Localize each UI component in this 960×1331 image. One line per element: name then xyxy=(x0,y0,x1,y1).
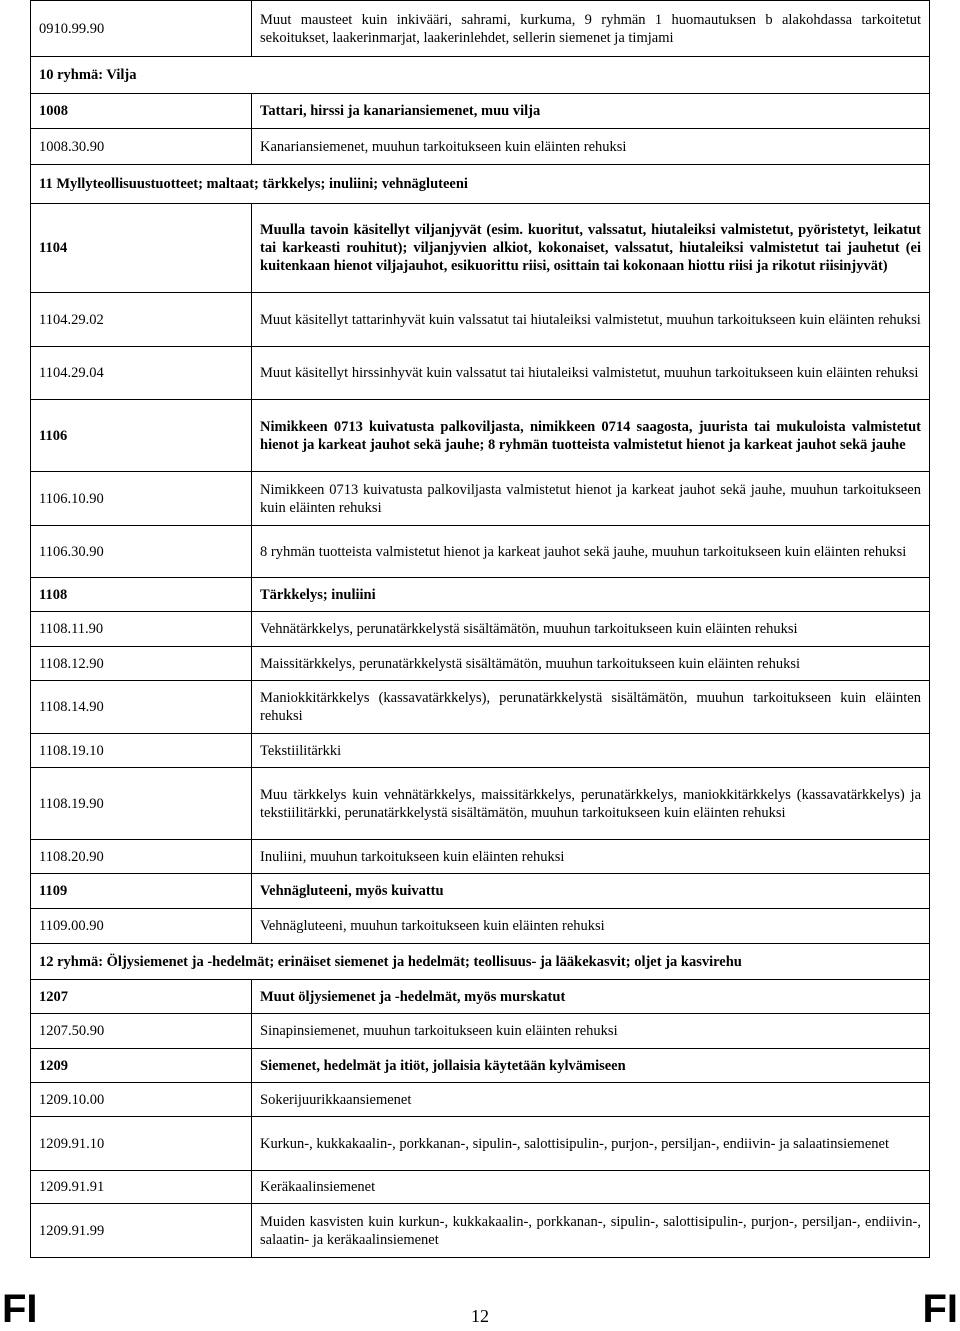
tariff-code: 1008.30.90 xyxy=(31,129,252,165)
tariff-description: Muut käsitellyt hirssinhyvät kuin valssatut tai hiutaleiksi valmistetut, muuhun tarkoitukseen kuin eläinten rehuksi xyxy=(252,347,930,400)
tariff-description: Tattari, hirssi ja kanariansiemenet, muu vilja xyxy=(252,94,930,129)
tariff-description: Tärkkelys; inuliini xyxy=(252,578,930,612)
tariff-description: Vehnätärkkelys, perunatärkkelystä sisältämätön, muuhun tarkoitukseen kuin eläinten rehuksi xyxy=(252,612,930,647)
group-heading: 12 ryhmä: Öljysiemenet ja -hedelmät; erinäiset siemenet ja hedelmät; teollisuus- ja lääkekasvit; oljet ja kasvirehu xyxy=(31,944,930,980)
table-row xyxy=(31,612,930,647)
tariff-description: Muut mausteet kuin inkivääri, sahrami, kurkuma, 9 ryhmän 1 huomautuksen b alakohdassa tarkoitetut sekoitukset, laakerinmarjat, laakerinlehdet, sellerin siemenet ja timjami xyxy=(252,1,930,57)
table-row xyxy=(31,347,930,400)
table-row xyxy=(31,874,930,909)
tariff-code: 1106 xyxy=(31,400,252,472)
table-row xyxy=(31,1,930,57)
table-row xyxy=(31,909,930,944)
tariff-code: 1106.10.90 xyxy=(31,472,252,526)
tariff-description: Sokerijuurikkaansiemenet xyxy=(252,1083,930,1117)
table-row xyxy=(31,681,930,734)
tariff-code: 1104.29.02 xyxy=(31,293,252,347)
table-row xyxy=(31,526,930,578)
tariff-code: 1108.11.90 xyxy=(31,612,252,647)
table-row xyxy=(31,1171,930,1204)
tariff-description: Inuliini, muuhun tarkoitukseen kuin eläinten rehuksi xyxy=(252,840,930,874)
tariff-code: 1109.00.90 xyxy=(31,909,252,944)
table-row xyxy=(31,980,930,1014)
tariff-code: 1108.14.90 xyxy=(31,681,252,734)
table-row xyxy=(31,129,930,165)
table-row xyxy=(31,1117,930,1171)
tariff-description: Muut öljysiemenet ja -hedelmät, myös murskatut xyxy=(252,980,930,1014)
tariff-description: Maniokkitärkkelys (kassavatärkkelys), perunatärkkelystä sisältämätön, muuhun tarkoitukseen kuin eläinten rehuksi xyxy=(252,681,930,734)
tariff-description: Keräkaalinsiemenet xyxy=(252,1171,930,1204)
tariff-code-table xyxy=(30,0,930,1258)
tariff-code: 1008 xyxy=(31,94,252,129)
tariff-description: Muut käsitellyt tattarinhyvät kuin valssatut tai hiutaleiksi valmistetut, muuhun tarkoitukseen kuin eläinten rehuksi xyxy=(252,293,930,347)
page-number: 12 xyxy=(471,1306,489,1326)
tariff-code: 1207.50.90 xyxy=(31,1014,252,1049)
table-row xyxy=(31,768,930,840)
tariff-description: Vehnägluteeni, muuhun tarkoitukseen kuin eläinten rehuksi xyxy=(252,909,930,944)
tariff-code: 1106.30.90 xyxy=(31,526,252,578)
table-row xyxy=(31,1083,930,1117)
tariff-description: 8 ryhmän tuotteista valmistetut hienot ja karkeat jauhot sekä jauhe, muuhun tarkoitukseen kuin eläinten rehuksi xyxy=(252,526,930,578)
tariff-description: Sinapinsiemenet, muuhun tarkoitukseen kuin eläinten rehuksi xyxy=(252,1014,930,1049)
table-row xyxy=(31,578,930,612)
table-row xyxy=(31,1204,930,1258)
tariff-description: Nimikkeen 0713 kuivatusta palkoviljasta, nimikkeen 0714 saagosta, juurista tai mukuloista valmistetut hienot ja karkeat jauhot sekä jauhe; 8 ryhmän tuotteista valmistetut hienot ja karkeat jauhot sekä jauhe xyxy=(252,400,930,472)
tariff-code: 1108.19.90 xyxy=(31,768,252,840)
tariff-code: 1108 xyxy=(31,578,252,612)
table-row xyxy=(31,1049,930,1083)
tariff-description: Muu tärkkelys kuin vehnätärkkelys, maissitärkkelys, perunatärkkelys, maniokkitärkkelys (kassavatärkkelys) ja tekstiilitärkki, perunatärkkelystä sisältämätön, muuhun tarkoitukseen kuin eläinten rehuksi xyxy=(252,768,930,840)
table-row xyxy=(31,94,930,129)
group-heading-row xyxy=(31,944,930,980)
tariff-description: Maissitärkkelys, perunatärkkelystä sisältämätön, muuhun tarkoitukseen kuin eläinten rehuksi xyxy=(252,647,930,681)
group-heading-row xyxy=(31,57,930,94)
footer-language-mark-left: FI xyxy=(2,1287,38,1331)
table-row xyxy=(31,204,930,293)
table-row xyxy=(31,1014,930,1049)
tariff-description: Muulla tavoin käsitellyt viljanjyvät (esim. kuoritut, valssatut, hiutaleiksi valmistetut, pyöristetyt, leikatut tai karkeasti rouhitut); viljanjyvien alkiot, kokonaiset, valssatut, hiutaleiksi valmistetut tai jauhetut (ei kuitenkaan hienot viljajauhot, esikuorittu riisi, osittain tai kokonaan hiottu riisi ja rikotut riisinjyvät) xyxy=(252,204,930,293)
tariff-table-body xyxy=(31,1,930,1258)
tariff-description: Vehnägluteeni, myös kuivattu xyxy=(252,874,930,909)
table-row xyxy=(31,472,930,526)
table-row xyxy=(31,293,930,347)
tariff-code: 1104.29.04 xyxy=(31,347,252,400)
tariff-code: 1108.20.90 xyxy=(31,840,252,874)
group-heading: 11 Myllyteollisuustuotteet; maltaat; tärkkelys; inuliini; vehnägluteeni xyxy=(31,165,930,204)
table-row xyxy=(31,734,930,768)
tariff-code: 1209.91.91 xyxy=(31,1171,252,1204)
tariff-code: 1209 xyxy=(31,1049,252,1083)
table-row xyxy=(31,840,930,874)
tariff-code: 0910.99.90 xyxy=(31,1,252,57)
tariff-code: 1209.10.00 xyxy=(31,1083,252,1117)
tariff-description: Kanariansiemenet, muuhun tarkoitukseen kuin eläinten rehuksi xyxy=(252,129,930,165)
tariff-description: Muiden kasvisten kuin kurkun-, kukkakaalin-, porkkanan-, sipulin-, salottisipulin-, purjon-, persiljan-, endiivin-, salaatin- ja keräkaalinsiemenet xyxy=(252,1204,930,1258)
tariff-description: Kurkun-, kukkakaalin-, porkkanan-, sipulin-, salottisipulin-, purjon-, persiljan-, endiivin- ja salaatinsiemenet xyxy=(252,1117,930,1171)
tariff-description: Nimikkeen 0713 kuivatusta palkoviljasta valmistetut hienot ja karkeat jauhot sekä jauhe, muuhun tarkoitukseen kuin eläinten rehuksi xyxy=(252,472,930,526)
tariff-code: 1108.19.10 xyxy=(31,734,252,768)
table-row xyxy=(31,647,930,681)
table-row xyxy=(31,400,930,472)
footer-language-mark-right: FI xyxy=(922,1287,958,1331)
group-heading: 10 ryhmä: Vilja xyxy=(31,57,930,94)
tariff-code: 1104 xyxy=(31,204,252,293)
tariff-code: 1209.91.99 xyxy=(31,1204,252,1258)
tariff-description: Siemenet, hedelmät ja itiöt, jollaisia käytetään kylvämiseen xyxy=(252,1049,930,1083)
tariff-code: 1108.12.90 xyxy=(31,647,252,681)
tariff-description: Tekstiilitärkki xyxy=(252,734,930,768)
group-heading-row xyxy=(31,165,930,204)
tariff-code: 1109 xyxy=(31,874,252,909)
document-page xyxy=(30,0,930,1258)
tariff-code: 1207 xyxy=(31,980,252,1014)
tariff-code: 1209.91.10 xyxy=(31,1117,252,1171)
